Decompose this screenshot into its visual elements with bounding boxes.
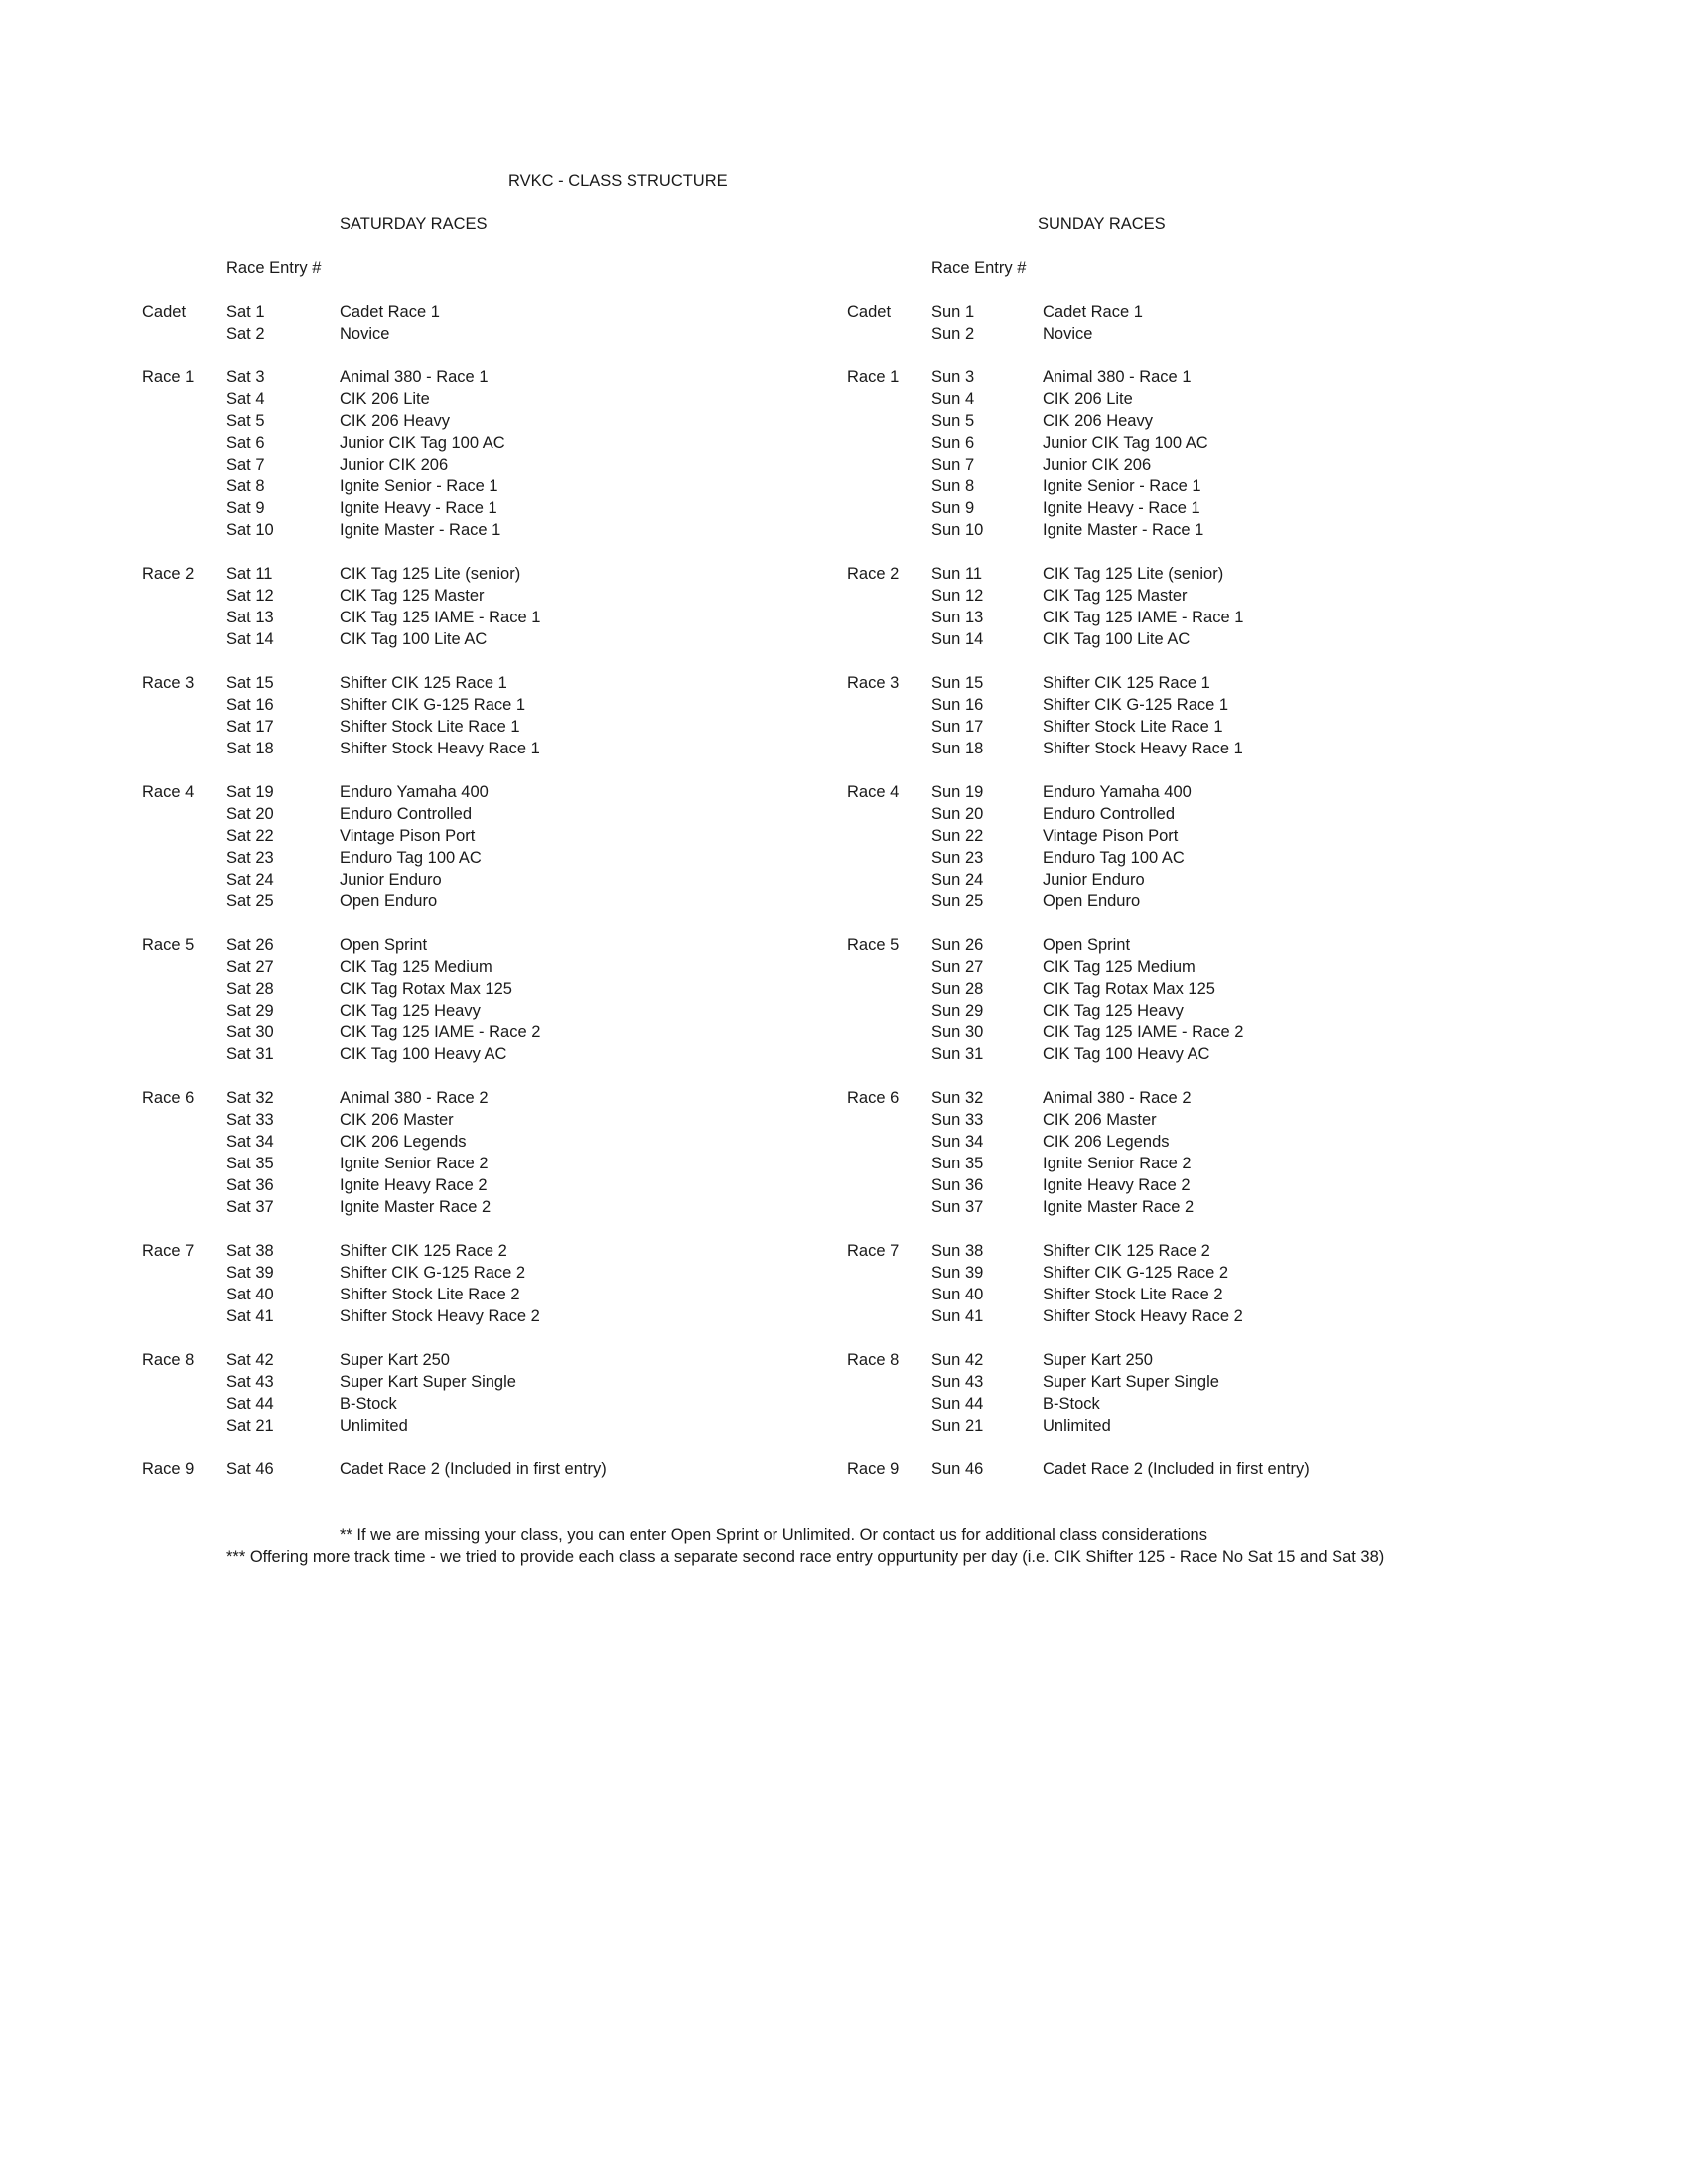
race-entry-number: Sun 18 [931,740,984,757]
race-group-label: Race 6 [142,1089,195,1107]
race-class-name: Shifter CIK G-125 Race 2 [340,1264,526,1282]
race-entry-number: Sat 24 [226,871,274,888]
race-entry-number: Sat 12 [226,587,274,605]
race-class-name: Unlimited [1043,1417,1111,1434]
race-class-name: Shifter Stock Heavy Race 2 [1043,1307,1243,1325]
race-class-name: Enduro Yamaha 400 [1043,783,1192,801]
race-entry-number: Sat 8 [226,478,265,495]
race-entry-number: Sun 8 [931,478,975,495]
race-group-label: Cadet [847,303,892,321]
race-class-name: Open Sprint [340,936,428,954]
race-entry-number: Sun 27 [931,958,984,976]
race-class-name: CIK 206 Heavy [1043,412,1153,430]
race-class-name: Enduro Tag 100 AC [340,849,482,867]
sunday-heading: SUNDAY RACES [1038,215,1166,233]
race-class-name: CIK Tag 125 IAME - Race 2 [340,1024,541,1041]
race-class-name: Ignite Heavy Race 2 [1043,1176,1191,1194]
race-entry-number: Sun 1 [931,303,975,321]
race-entry-number: Sun 35 [931,1155,984,1172]
race-class-name: Vintage Pison Port [1043,827,1179,845]
race-class-name: Enduro Controlled [340,805,472,823]
race-class-name: Junior Enduro [340,871,442,888]
race-entry-number: Sun 22 [931,827,984,845]
race-entry-number: Sat 29 [226,1002,274,1020]
race-class-name: CIK Tag 125 Medium [1043,958,1196,976]
race-entry-number: Sun 32 [931,1089,984,1107]
race-entry-number: Sat 21 [226,1417,274,1434]
race-class-name: CIK Tag 125 Medium [340,958,492,976]
race-class-name: Ignite Senior Race 2 [1043,1155,1192,1172]
race-entry-number: Sat 26 [226,936,274,954]
race-entry-number: Sun 34 [931,1133,984,1151]
race-class-name: CIK 206 Legends [340,1133,467,1151]
race-entry-number: Sat 23 [226,849,274,867]
saturday-heading: SATURDAY RACES [340,215,488,233]
race-entry-number: Sun 4 [931,390,975,408]
race-entry-number: Sat 17 [226,718,274,736]
sunday-entry-header: Race Entry # [931,259,1027,277]
race-entry-number: Sat 34 [226,1133,274,1151]
race-entry-number: Sun 36 [931,1176,984,1194]
race-class-name: CIK Tag Rotax Max 125 [340,980,512,998]
race-entry-number: Sun 33 [931,1111,984,1129]
race-entry-number: Sun 23 [931,849,984,867]
race-entry-number: Sat 7 [226,456,265,474]
race-class-name: Shifter CIK G-125 Race 2 [1043,1264,1229,1282]
race-class-name: Junior CIK 206 [1043,456,1152,474]
race-entry-number: Sat 22 [226,827,274,845]
race-class-name: Animal 380 - Race 1 [1043,368,1192,386]
race-class-name: CIK Tag 125 Heavy [340,1002,481,1020]
race-class-name: CIK 206 Master [340,1111,454,1129]
race-class-name: Shifter CIK G-125 Race 1 [1043,696,1229,714]
race-class-name: CIK Tag 125 Heavy [1043,1002,1184,1020]
race-class-name: Ignite Heavy Race 2 [340,1176,488,1194]
race-entry-number: Sat 6 [226,434,265,452]
race-entry-number: Sun 3 [931,368,975,386]
race-entry-number: Sun 20 [931,805,984,823]
race-entry-number: Sat 10 [226,521,274,539]
race-class-name: Enduro Controlled [1043,805,1175,823]
race-group-label: Race 8 [847,1351,900,1369]
race-entry-number: Sat 15 [226,674,274,692]
race-entry-number: Sat 9 [226,499,265,517]
race-entry-number: Sat 38 [226,1242,274,1260]
race-entry-number: Sat 31 [226,1045,274,1063]
race-entry-number: Sat 46 [226,1460,274,1478]
race-entry-number: Sun 21 [931,1417,984,1434]
race-class-name: Super Kart Super Single [1043,1373,1219,1391]
race-class-name: Shifter Stock Lite Race 1 [340,718,520,736]
race-class-name: Ignite Heavy - Race 1 [340,499,497,517]
race-class-name: Ignite Master - Race 1 [1043,521,1204,539]
race-class-name: Shifter CIK 125 Race 1 [1043,674,1210,692]
race-entry-number: Sun 25 [931,892,984,910]
race-entry-number: Sat 14 [226,630,274,648]
race-class-name: Junior Enduro [1043,871,1145,888]
race-class-name: Shifter CIK G-125 Race 1 [340,696,526,714]
race-entry-number: Sun 40 [931,1286,984,1303]
race-entry-number: Sun 42 [931,1351,984,1369]
race-entry-number: Sun 16 [931,696,984,714]
race-entry-number: Sun 26 [931,936,984,954]
race-entry-number: Sun 37 [931,1198,984,1216]
race-class-name: Ignite Senior Race 2 [340,1155,489,1172]
race-class-name: Super Kart 250 [1043,1351,1153,1369]
race-class-name: Ignite Senior - Race 1 [340,478,498,495]
race-class-name: CIK Tag 125 Lite (senior) [340,565,521,583]
race-entry-number: Sun 17 [931,718,984,736]
race-entry-number: Sat 37 [226,1198,274,1216]
race-entry-number: Sun 24 [931,871,984,888]
race-entry-number: Sun 31 [931,1045,984,1063]
race-class-name: Junior CIK Tag 100 AC [340,434,505,452]
race-class-name: Cadet Race 1 [340,303,440,321]
race-class-name: B-Stock [1043,1395,1100,1413]
race-entry-number: Sat 32 [226,1089,274,1107]
race-group-label: Race 9 [142,1460,195,1478]
page-title: RVKC - CLASS STRUCTURE [508,172,728,190]
race-class-name: Shifter Stock Lite Race 2 [1043,1286,1223,1303]
race-entry-number: Sun 9 [931,499,975,517]
race-group-label: Race 7 [847,1242,900,1260]
race-class-name: Animal 380 - Race 2 [340,1089,489,1107]
race-class-name: Cadet Race 2 (Included in first entry) [1043,1460,1310,1478]
race-class-name: CIK Tag 100 Lite AC [1043,630,1191,648]
race-class-name: Shifter Stock Lite Race 2 [340,1286,520,1303]
race-entry-number: Sat 27 [226,958,274,976]
note-missing-class: ** If we are missing your class, you can enter Open Sprint or Unlimited. Or contact us for additional class considerations [340,1526,1207,1544]
race-entry-number: Sun 15 [931,674,984,692]
race-class-name: Vintage Pison Port [340,827,476,845]
race-entry-number: Sat 35 [226,1155,274,1172]
race-group-label: Race 5 [142,936,195,954]
race-group-label: Race 8 [142,1351,195,1369]
race-group-label: Race 2 [847,565,900,583]
race-entry-number: Sun 28 [931,980,984,998]
race-entry-number: Sun 41 [931,1307,984,1325]
race-class-name: Shifter Stock Heavy Race 2 [340,1307,540,1325]
race-group-label: Race 7 [142,1242,195,1260]
race-class-name: Enduro Yamaha 400 [340,783,489,801]
race-entry-number: Sat 30 [226,1024,274,1041]
race-class-name: CIK 206 Master [1043,1111,1157,1129]
race-class-name: CIK Tag 100 Lite AC [340,630,488,648]
race-entry-number: Sat 25 [226,892,274,910]
race-class-name: Ignite Master - Race 1 [340,521,501,539]
note-track-time: *** Offering more track time - we tried to provide each class a separate second race entry oppurtunity per day (i.e. CIK Shifter 125 - Race No Sat 15 and Sat 38) [226,1548,1385,1566]
race-entry-number: Sun 19 [931,783,984,801]
race-class-name: Shifter Stock Lite Race 1 [1043,718,1223,736]
race-entry-number: Sun 11 [931,565,983,583]
race-class-name: Super Kart Super Single [340,1373,516,1391]
race-group-label: Race 2 [142,565,195,583]
race-class-name: Junior CIK 206 [340,456,449,474]
saturday-entry-header: Race Entry # [226,259,322,277]
race-class-name: CIK Tag 125 IAME - Race 1 [1043,609,1244,626]
race-class-name: Animal 380 - Race 1 [340,368,489,386]
race-entry-number: Sat 13 [226,609,274,626]
race-entry-number: Sun 44 [931,1395,984,1413]
race-entry-number: Sat 33 [226,1111,274,1129]
race-group-label: Race 5 [847,936,900,954]
race-entry-number: Sat 42 [226,1351,274,1369]
race-class-name: CIK Tag 100 Heavy AC [340,1045,507,1063]
race-class-name: CIK Tag 125 IAME - Race 2 [1043,1024,1244,1041]
race-class-name: Junior CIK Tag 100 AC [1043,434,1208,452]
race-class-name: Ignite Senior - Race 1 [1043,478,1201,495]
race-class-name: CIK Tag 100 Heavy AC [1043,1045,1210,1063]
race-entry-number: Sat 1 [226,303,265,321]
race-class-name: Ignite Master Race 2 [1043,1198,1195,1216]
race-entry-number: Sun 10 [931,521,984,539]
race-class-name: CIK Tag Rotax Max 125 [1043,980,1215,998]
race-entry-number: Sun 29 [931,1002,984,1020]
race-group-label: Race 4 [142,783,195,801]
race-class-name: CIK 206 Lite [340,390,430,408]
race-entry-number: Sat 28 [226,980,274,998]
race-class-name: Cadet Race 2 (Included in first entry) [340,1460,607,1478]
race-group-label: Race 1 [847,368,900,386]
race-group-label: Race 6 [847,1089,900,1107]
race-entry-number: Sun 5 [931,412,975,430]
race-class-name: CIK Tag 125 Lite (senior) [1043,565,1224,583]
race-class-name: CIK Tag 125 Master [340,587,485,605]
race-class-name: Ignite Master Race 2 [340,1198,492,1216]
race-entry-number: Sat 11 [226,565,273,583]
race-entry-number: Sat 5 [226,412,265,430]
race-entry-number: Sat 4 [226,390,265,408]
race-class-name: Novice [1043,325,1093,342]
race-class-name: Super Kart 250 [340,1351,450,1369]
race-class-name: Unlimited [340,1417,408,1434]
race-entry-number: Sat 20 [226,805,274,823]
race-class-name: Open Enduro [340,892,438,910]
race-entry-number: Sat 18 [226,740,274,757]
race-class-name: CIK Tag 125 IAME - Race 1 [340,609,541,626]
race-group-label: Race 3 [847,674,900,692]
race-entry-number: Sat 19 [226,783,274,801]
race-class-name: Shifter CIK 125 Race 2 [340,1242,507,1260]
race-entry-number: Sat 44 [226,1395,274,1413]
race-entry-number: Sun 30 [931,1024,984,1041]
race-entry-number: Sun 6 [931,434,975,452]
race-group-label: Race 4 [847,783,900,801]
race-class-name: Shifter Stock Heavy Race 1 [1043,740,1243,757]
race-class-name: Shifter CIK 125 Race 1 [340,674,507,692]
race-group-label: Race 3 [142,674,195,692]
race-class-name: Open Sprint [1043,936,1131,954]
race-class-name: Cadet Race 1 [1043,303,1143,321]
race-group-label: Race 9 [847,1460,900,1478]
race-entry-number: Sun 13 [931,609,984,626]
race-group-label: Race 1 [142,368,195,386]
race-class-name: Ignite Heavy - Race 1 [1043,499,1200,517]
race-entry-number: Sat 43 [226,1373,274,1391]
race-entry-number: Sat 39 [226,1264,274,1282]
race-entry-number: Sat 16 [226,696,274,714]
race-group-label: Cadet [142,303,187,321]
race-class-name: Shifter CIK 125 Race 2 [1043,1242,1210,1260]
race-class-name: Animal 380 - Race 2 [1043,1089,1192,1107]
race-entry-number: Sun 46 [931,1460,984,1478]
race-entry-number: Sat 36 [226,1176,274,1194]
race-entry-number: Sun 2 [931,325,975,342]
race-entry-number: Sat 40 [226,1286,274,1303]
race-entry-number: Sat 2 [226,325,265,342]
race-class-name: CIK 206 Heavy [340,412,450,430]
race-class-name: CIK Tag 125 Master [1043,587,1188,605]
race-class-name: Novice [340,325,390,342]
race-entry-number: Sun 38 [931,1242,984,1260]
race-entry-number: Sun 7 [931,456,975,474]
race-class-name: CIK 206 Legends [1043,1133,1170,1151]
race-entry-number: Sun 43 [931,1373,984,1391]
race-entry-number: Sun 14 [931,630,984,648]
race-class-name: Enduro Tag 100 AC [1043,849,1185,867]
race-class-name: Shifter Stock Heavy Race 1 [340,740,540,757]
race-class-name: B-Stock [340,1395,397,1413]
race-class-name: Open Enduro [1043,892,1141,910]
race-entry-number: Sun 12 [931,587,984,605]
race-entry-number: Sat 41 [226,1307,274,1325]
race-entry-number: Sat 3 [226,368,265,386]
race-entry-number: Sun 39 [931,1264,984,1282]
race-class-name: CIK 206 Lite [1043,390,1133,408]
